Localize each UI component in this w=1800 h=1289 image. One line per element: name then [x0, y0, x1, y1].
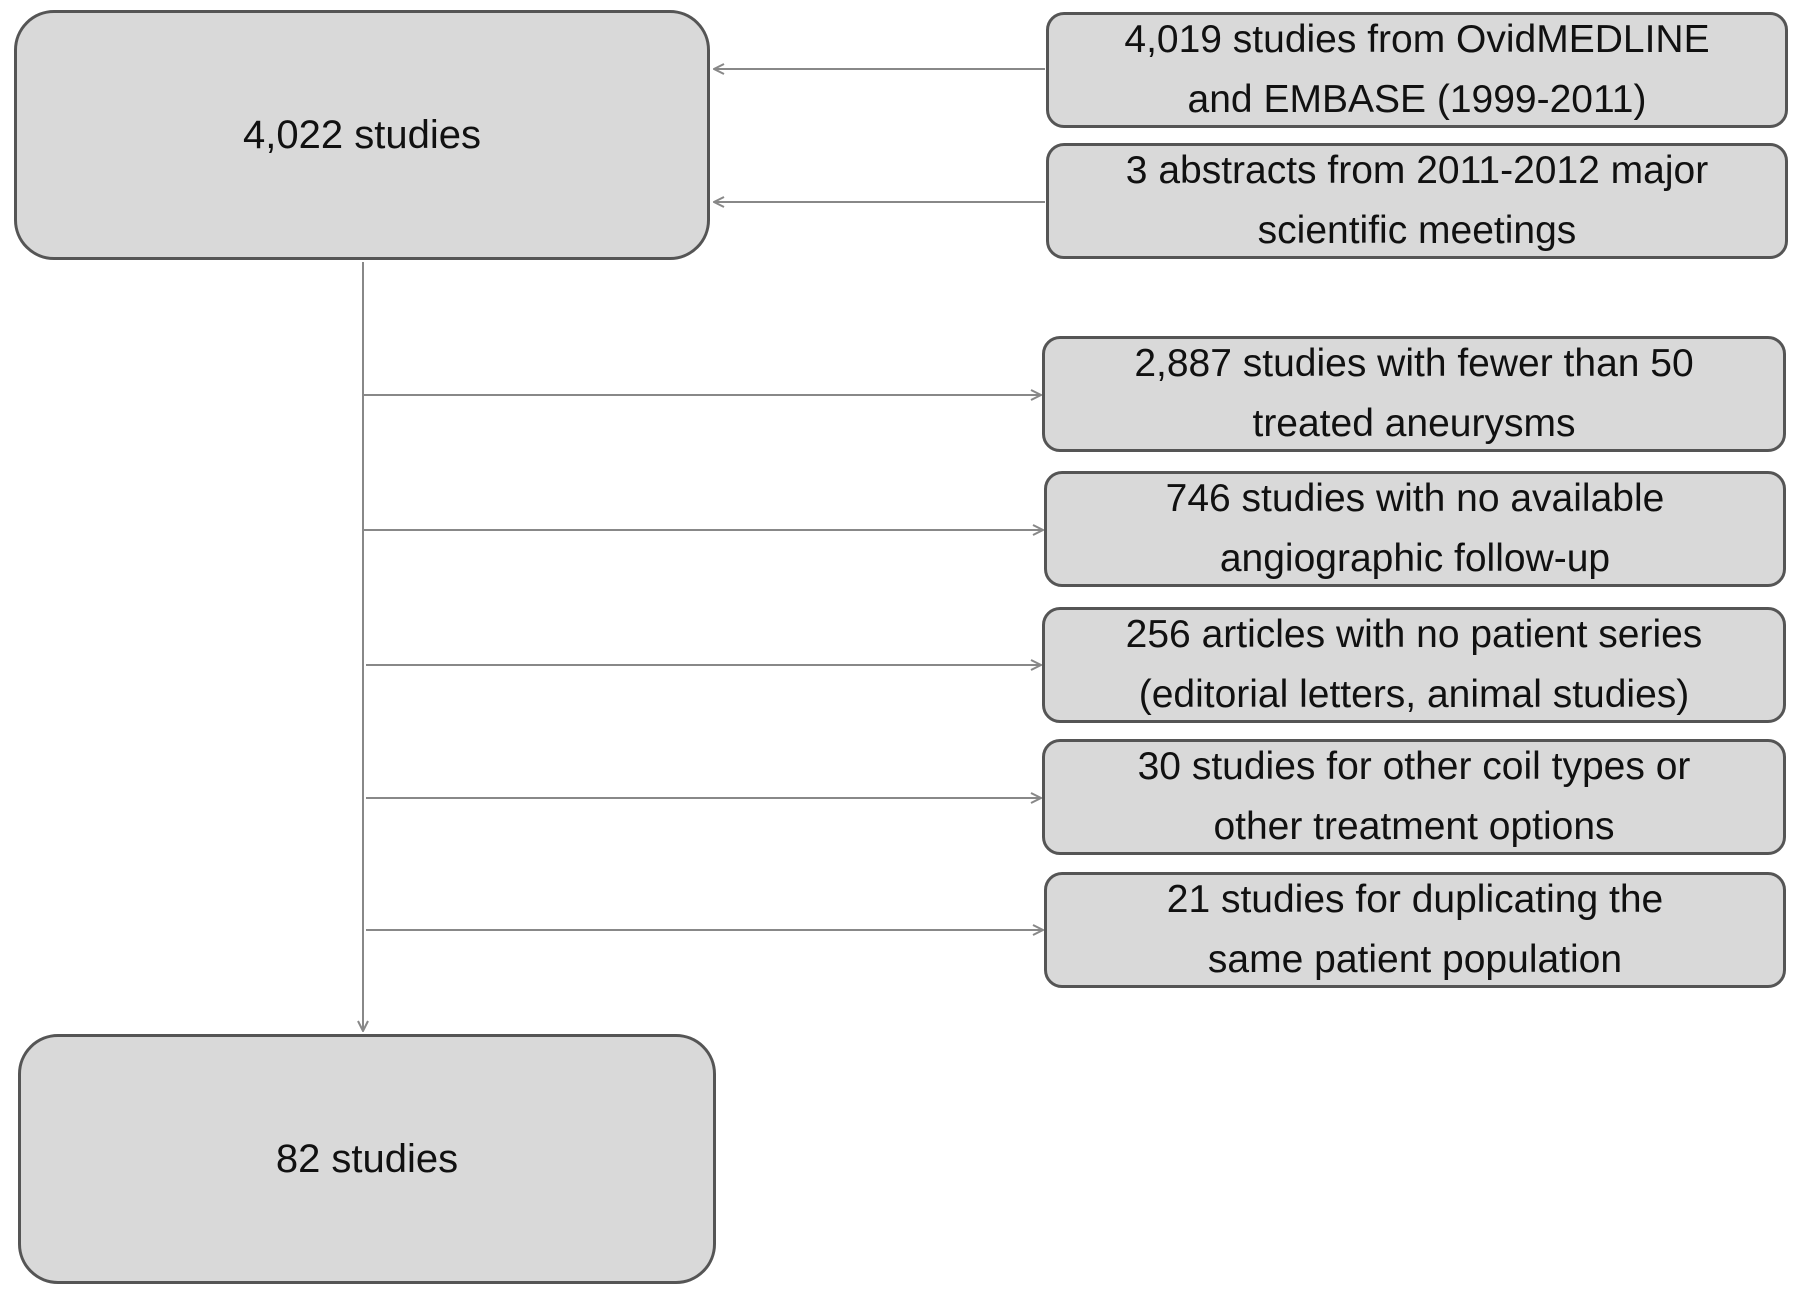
- exclusion-box-fewer-than-50: [1042, 336, 1786, 452]
- exclusion-box-other-coil-types: [1042, 739, 1786, 855]
- source-box-medline-embase: [1046, 12, 1788, 128]
- exclusion-box-line: treated aneurysms: [1252, 402, 1576, 445]
- exclusion-box-line: angiographic follow-up: [1219, 537, 1611, 580]
- exclusion-box-line: same patient population: [1207, 938, 1623, 981]
- exclusion-box-duplicates: [1044, 872, 1786, 988]
- exclusion-box-no-followup: [1044, 471, 1786, 587]
- exclusion-box-line: other treatment options: [1213, 805, 1615, 848]
- exclusion-box-line: 30 studies for other coil types or: [1137, 745, 1691, 788]
- exclusion-box-line: 746 studies with no available: [1165, 477, 1665, 520]
- exclusion-box-line: 256 articles with no patient series: [1125, 613, 1703, 656]
- exclusion-box-line: (editorial letters, animal studies): [1138, 673, 1690, 716]
- exclusion-box-line: 2,887 studies with fewer than 50: [1134, 342, 1694, 385]
- source-box-line: scientific meetings: [1257, 209, 1577, 252]
- source-box-line: 4,019 studies from OvidMEDLINE: [1124, 18, 1710, 61]
- identified-studies-label: 4,022 studies: [243, 112, 481, 157]
- source-box-line: 3 abstracts from 2011-2012 major: [1125, 149, 1709, 192]
- exclusion-box-no-patient-series: [1042, 607, 1786, 723]
- identified-studies-box: [14, 10, 710, 260]
- included-studies-label: 82 studies: [275, 1136, 459, 1181]
- source-box-line: and EMBASE (1999-2011): [1187, 78, 1647, 121]
- source-box-abstracts: [1046, 143, 1788, 259]
- included-studies-box: [18, 1034, 716, 1284]
- exclusion-box-line: 21 studies for duplicating the: [1166, 878, 1664, 921]
